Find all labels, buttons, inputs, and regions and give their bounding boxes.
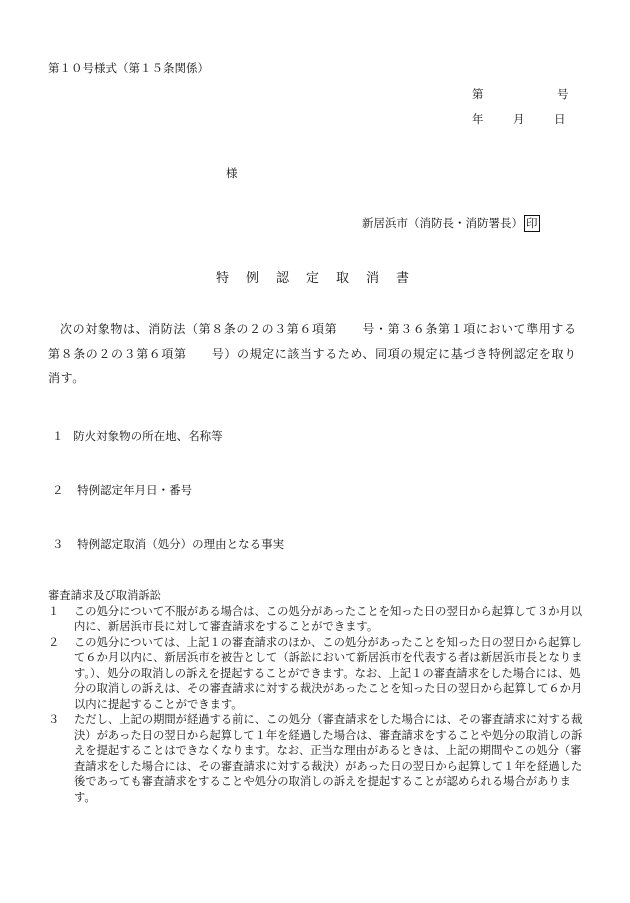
number-prefix: 第 [472, 87, 484, 101]
number-suffix: 号 [557, 87, 569, 101]
notice-text: この処分について不服がある場合は、この処分があったことを知った日の翌日から起算して３か月以内に、新居浜市長に対して審査請求をすることができます。 [74, 604, 583, 633]
notice-number: １ [48, 604, 60, 618]
item-2 [52, 482, 192, 498]
notice-item-3 [48, 712, 588, 805]
notice-text: ただし、上記の期間が経過する前に、この処分（審査請求をした場合には、その審査請求に対する裁決）があった日の翌日から起算して１年を経過した場合は、審査請求をすることや処分の取消しの訴えを提起することはできなくなります。なお、正当な理由があるときは、上記の期間やこの処分（審査請求をした場合には、その審査請求に対する裁決）があった日の翌日から起算して１年を経過した後であっても審査請求をすることや処分の取消しの訴えを提起することが認められる場合があります。 [74, 713, 583, 804]
notice-number: ３ [48, 713, 60, 726]
date-day: 日 [554, 112, 566, 126]
body-text: 次の対象物は、消防法（第８条の２の３第６項第 号・第３６条第１項において準用する第８条の２の３第６項第 号）の規定に該当するため、同項の規定に基づき特例認定を取り消す。 [48, 322, 577, 385]
form-label: 第１０号様式（第１５条関係） [48, 61, 209, 75]
item-3 [52, 536, 284, 552]
notice-item-2 [48, 635, 588, 713]
issuer-line [362, 215, 540, 232]
notice-number: ２ [48, 635, 60, 649]
notice-item-1 [48, 604, 588, 635]
document-title: 特例認定取消書 [216, 271, 427, 286]
item-number: ２ [52, 483, 64, 497]
date-year: 年 [472, 112, 484, 126]
item-label: 防火対象物の所在地、名称等 [73, 429, 223, 443]
item-1 [52, 428, 223, 444]
date-month: 月 [513, 112, 525, 126]
item-number: ３ [52, 537, 64, 551]
addressee-suffix: 様 [226, 166, 238, 180]
item-label: 特例認定年月日・番号 [77, 483, 193, 497]
item-label: 特例認定取消（処分）の理由となる事実 [77, 537, 285, 551]
seal-mark: 印 [526, 216, 538, 230]
notice-heading: 審査請求及び取消訴訟 [48, 589, 161, 602]
issuer-name: 新居浜市（消防長・消防署長） [362, 216, 523, 230]
notice-text: この処分については、上記１の審査請求のほか、この処分があったことを知った日の翌日から起算して６か月以内に、新居浜市を被告として（訴訟において新居浜市を代表する者は新居浜市長となります。）、処分の取消しの訴えを提起することができます。なお、上記１の審査請求をした場合には、処分の取消しの訴えは、その審査請求に対する裁決があったことを知った日の翌日から起算して６か月以内に提起することができます。 [74, 635, 583, 711]
item-number: １ [52, 429, 64, 443]
appeal-notice [48, 588, 588, 805]
